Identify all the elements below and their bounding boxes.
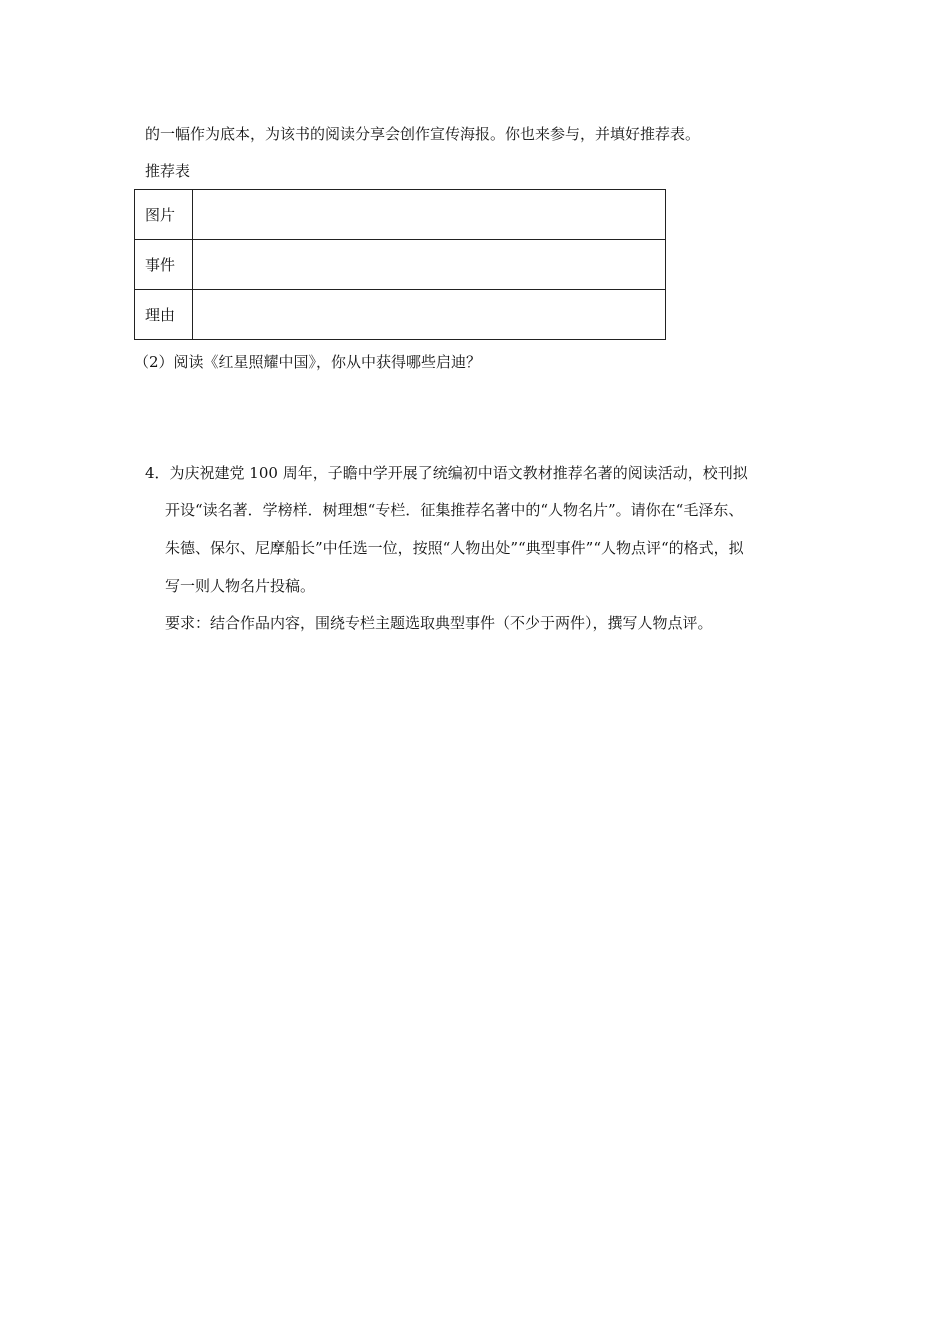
question-4-requirement: 要求：结合作品内容，围绕专栏主题选取典型事件（不少于两件），撰写人物点评。 [165, 614, 713, 632]
table-row [135, 290, 666, 340]
intro-line: 的一幅作为底本，为该书的阅读分享会创作宣传海报。你也来参与，并填好推荐表。 [145, 125, 701, 143]
table-row [135, 240, 666, 290]
table-row [135, 190, 666, 240]
row-value-picture[interactable] [193, 190, 666, 240]
question-4-line-3: 朱德、保尔、尼摩船长”中任选一位，按照“人物出处”“典型事件”“人物点评“的格式，拟 [165, 539, 744, 557]
row-label: 图片 [135, 190, 193, 240]
recommendation-table [134, 189, 666, 340]
question-4-line-1: 4．为庆祝建党 100 周年，子瞻中学开展了统编初中语文教材推荐名著的阅读活动，校刊拟 [145, 464, 748, 482]
row-label: 理由 [135, 290, 193, 340]
table-title: 推荐表 [145, 162, 191, 180]
question-4-line-4: 写一则人物名片投稿。 [165, 577, 316, 595]
sub-question: （2）阅读《红星照耀中国》，你从中获得哪些启迪？ [134, 353, 482, 371]
question-4-line-2: 开设“读名著．学榜样．树理想“专栏．征集推荐名著中的“人物名片”。请你在“毛泽东、 [165, 501, 744, 519]
row-value-reason[interactable] [193, 290, 666, 340]
row-value-event[interactable] [193, 240, 666, 290]
row-label: 事件 [135, 240, 193, 290]
